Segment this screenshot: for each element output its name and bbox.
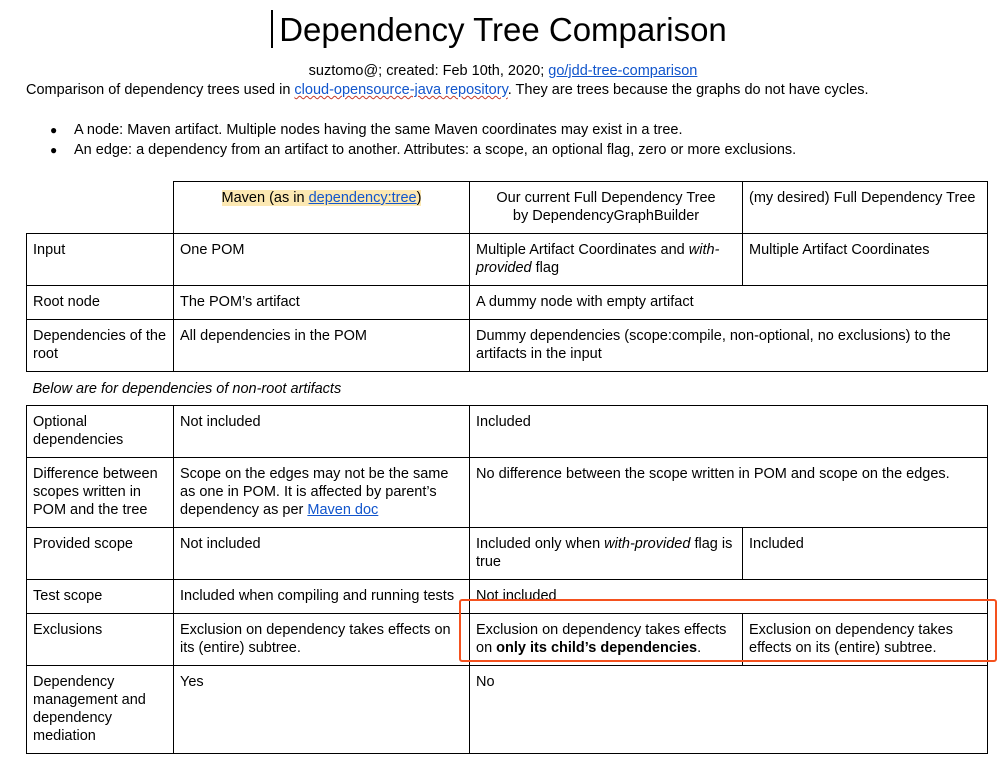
bullet-icon: ● [50,143,58,157]
full-tree-cell: No difference between the scope written in POM and scope on the edges. [470,458,988,528]
document-title: Dependency Tree Comparison [279,11,727,48]
table-row [27,580,988,614]
cell-text: Multiple Artifact Coordinates and [476,242,689,258]
table-row [27,458,988,528]
repository-link[interactable]: cloud-opensource-java repository [294,82,508,98]
table-row [27,666,988,754]
cell-text-suffix: . [697,640,702,656]
row-label: Input [27,234,174,286]
bullet-text: A node: Maven artifact. Multiple nodes having the same Maven coordinates may exist in a tree. [74,122,683,138]
maven-header-text: Maven (as in [221,190,309,206]
cell-text: Exclusion on dependency takes effects on [476,622,727,656]
maven-cell: Not included [174,528,470,580]
full-tree-cell: Dummy dependencies (scope:compile, non-optional, no exclusions) to the artifacts in the input [470,320,988,372]
maven-cell: All dependencies in the POM [174,320,470,372]
table-row [27,286,988,320]
intro-text-prefix: Comparison of dependency trees used in [26,82,295,98]
maven-header-highlight [222,190,422,206]
dependency-tree-link[interactable]: dependency:tree [308,190,417,206]
cell-text: Included only when [476,536,605,552]
table-row [27,320,988,372]
desired-cell: Included [743,528,988,580]
maven-cell: Included when compiling and running tests [174,580,470,614]
cell-text-suffix: flag [531,260,560,276]
list-item [50,121,683,139]
table-row [27,234,988,286]
row-label: Root node [27,286,174,320]
row-label: Dependencies of the root [27,320,174,372]
table-row [27,528,988,580]
maven-cell: The POM’s artifact [174,286,470,320]
header-maven [174,182,470,234]
bullet-icon: ● [50,123,58,137]
row-label: Optional dependencies [27,406,174,458]
current-cell [470,234,743,286]
cell-emphasis: with-provided [604,536,691,552]
document-subtitle [0,62,1006,80]
table-row [27,614,988,666]
maven-doc-link[interactable]: Maven doc [307,502,379,518]
cell-emphasis: with-provided [476,242,720,276]
bullet-text: An edge: a dependency from an artifact to another. Attributes: a scope, an optional flag, zero or more exclusions. [74,142,797,158]
comparison-table [26,181,988,754]
desired-cell: Multiple Artifact Coordinates [743,234,988,286]
current-cell [470,614,743,666]
current-header-line2: by DependencyGraphBuilder [512,208,700,224]
maven-cell [174,458,470,528]
full-tree-cell: Not included [470,580,988,614]
section-note-row [27,372,988,406]
row-label: Dependency management and dependency mediation [27,666,174,754]
maven-header-suffix: ) [416,190,422,206]
row-label: Exclusions [27,614,174,666]
full-tree-cell: A dummy node with empty artifact [470,286,988,320]
cell-bold: only its child’s dependencies [496,640,698,656]
subtitle-text: suztomo@; created: Feb 10th, 2020; [308,63,549,79]
maven-cell: Not included [174,406,470,458]
subtitle-golink[interactable]: go/jdd-tree-comparison [548,63,698,79]
list-item [50,141,796,159]
current-header-line1: Our current Full Dependency Tree [496,190,716,206]
current-cell [470,528,743,580]
intro-paragraph [26,81,869,99]
header-current [470,182,743,234]
full-tree-cell: Included [470,406,988,458]
table-row [27,406,988,458]
maven-cell: Exclusion on dependency takes effects on its (entire) subtree. [174,614,470,666]
cell-text-suffix: flag is true [476,536,733,570]
table-header-row [27,182,988,234]
desired-cell: Exclusion on dependency takes effects on its (entire) subtree. [743,614,988,666]
cell-text: Scope on the edges may not be the same as one in POM. It is affected by parent’s dependency as per [180,466,449,518]
section-note: Below are for dependencies of non-root artifacts [27,372,988,406]
row-label: Test scope [27,580,174,614]
maven-cell: One POM [174,234,470,286]
text-cursor [271,10,273,48]
maven-cell: Yes [174,666,470,754]
row-label: Difference between scopes written in POM and the tree [27,458,174,528]
row-label: Provided scope [27,528,174,580]
header-blank-cell [27,182,174,234]
full-tree-cell: No [470,666,988,754]
intro-text-suffix: . They are trees because the graphs do not have cycles. [507,82,869,98]
header-desired: (my desired) Full Dependency Tree [743,182,988,234]
